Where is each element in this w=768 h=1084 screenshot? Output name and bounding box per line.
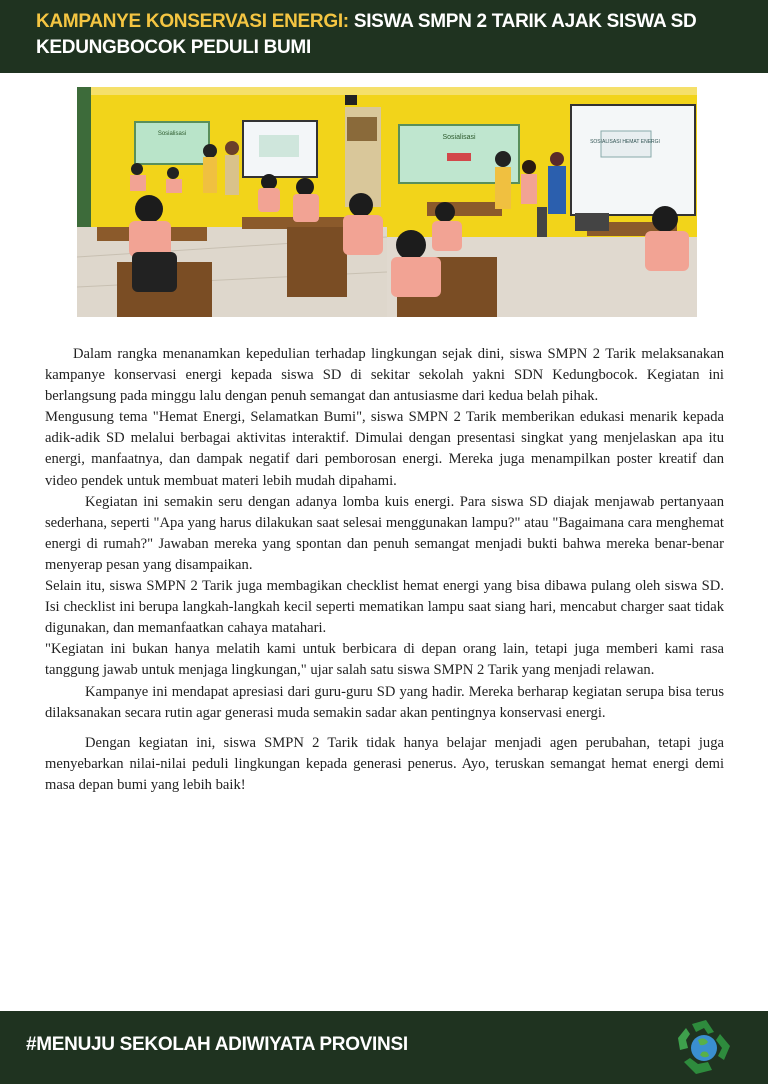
- headline: [36, 9, 748, 61]
- paragraph-7: Dengan kegiatan ini, siswa SMPN 2 Tarik tidak hanya belajar menjadi agen perubahan, tetapi juga menyebarkan nilai-nilai peduli lingkungan kepada generasi penerus. Ayo, teruskan semangat hemat energi demi masa depan bumi yang lebih baik!: [45, 734, 724, 793]
- screen-text: SOSIALISASI HEMAT ENERGI: [590, 139, 660, 145]
- header-band: [0, 0, 768, 73]
- paragraph-5: "Kegiatan ini bukan hanya melatih kami untuk berbicara di depan orang lain, tetapi juga memberi kami rasa tanggung jawab untuk menjaga lingkungan," ujar salah satu siswa SMPN 2 Tarik yang menjadi relawan.: [45, 641, 724, 679]
- paragraph-2: Mengusung tema "Hemat Energi, Selamatkan Bumi", siswa SMPN 2 Tarik memberikan edukasi menarik kepada adik-adik SD melalui berbagai aktivitas interaktif. Dimulai dengan presentasi singkat yang menjelaskan apa itu energi, manfaatnya, dan dampak negatif dari pemborosan energi. Mereka juga menampilkan poster kreatif dan video pendek untuk membuat materi lebih mudah dipahami.: [45, 409, 724, 489]
- footer-hashtag: #MENUJU SEKOLAH ADIWIYATA PROVINSI: [26, 1034, 408, 1055]
- paragraph-3: Kegiatan ini semakin seru dengan adanya lomba kuis energi. Para siswa SD diajak menjawab pertanyaan sederhana, seperti "Apa yang harus dilakukan saat selesai menggunakan lampu?" atau "Bagaimana cara menghemat energi di rumah?" Jawaban mereka yang spontan dan penuh semangat menjadi bukti bahwa mereka benar-benar menyerap pesan yang disampaikan.: [45, 493, 724, 573]
- classroom-photo-left: [77, 87, 387, 317]
- recycle-icon: [672, 1016, 736, 1078]
- banner-text-right: Sosialisasi: [442, 134, 476, 141]
- banner-text-left: Sosialisasi: [157, 131, 187, 137]
- article-body: [45, 344, 724, 796]
- paragraph-6: Kampanye ini mendapat apresiasi dari guru-guru SD yang hadir. Mereka berharap kegiatan serupa bisa terus dilaksanakan secara rutin agar generasi muda semakin sadar akan pentingnya konservasi energi.: [45, 683, 724, 721]
- headline-title: SISWA SMPN 2 TARIK AJAK SISWA SD KEDUNGBOCOK PEDULI BUMI: [36, 11, 697, 58]
- footer-band: [0, 1011, 768, 1084]
- classroom-photo-right: [387, 87, 697, 317]
- paragraph-4: Selain itu, siswa SMPN 2 Tarik juga membagikan checklist hemat energi yang bisa dibawa pulang oleh siswa SD. Isi checklist ini berupa langkah-langkah kecil seperti mematikan lampu saat siang hari, mencabut charger saat tidak digunakan, dan memanfaatkan cahaya matahari.: [45, 578, 724, 637]
- photo-strip: [77, 87, 697, 317]
- paragraph-1: Dalam rangka menanamkan kepedulian terhadap lingkungan sejak dini, siswa SMPN 2 Tarik melaksanakan kampanye konservasi energi kepada siswa SD di sekitar sekolah yakni SDN Kedungbocok. Kegiatan ini berlangsung pada minggu lalu dengan penuh semangat dan antusiasme dari kedua belah pihak.: [45, 346, 724, 405]
- headline-highlight: KAMPANYE KONSERVASI ENERGI:: [36, 11, 349, 32]
